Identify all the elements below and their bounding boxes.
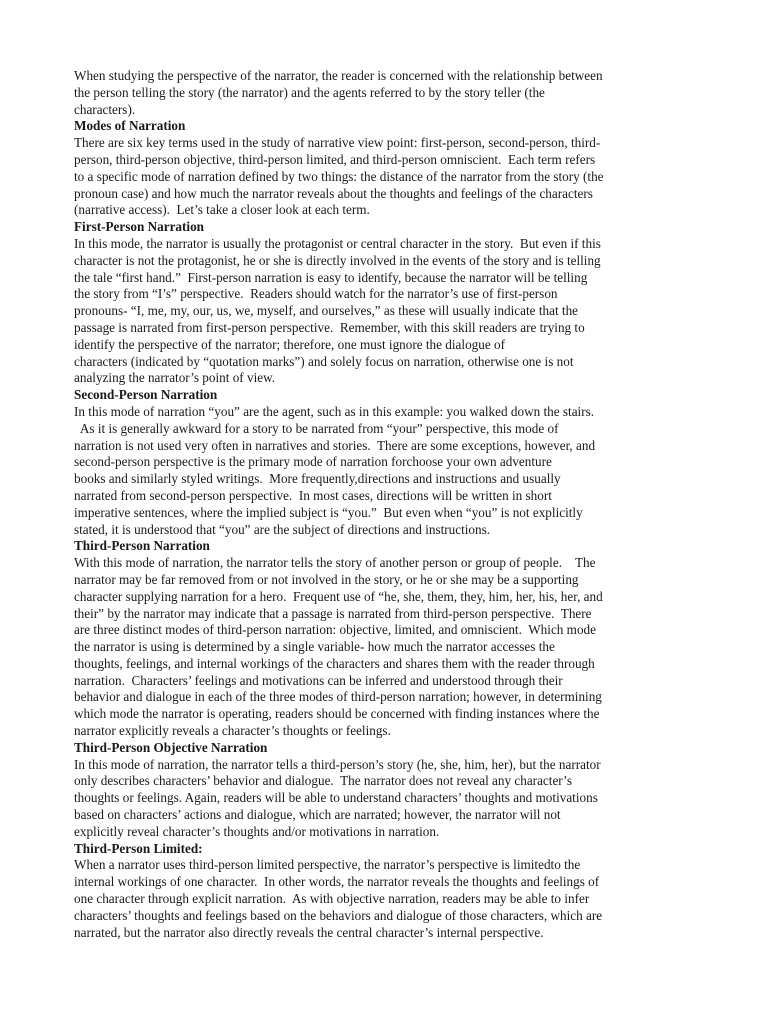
text-line: When studying the perspective of the narrator, the reader is concerned with the relationship between	[74, 68, 603, 83]
text-line: characters (indicated by “quotation marks”) and solely focus on narration, otherwise one is not	[74, 353, 574, 369]
text-line: As it is generally awkward for a story to be narrated from “your” perspective, this mode of	[74, 420, 559, 436]
text-line: narrator explicitly reveals a character’s thoughts or feelings.	[74, 723, 391, 739]
section-heading: Modes of Narration	[74, 118, 186, 134]
section-third-person-objective	[74, 740, 700, 841]
text-line: thoughts or feelings. Again, readers will be able to understand characters’ thoughts and motivations	[74, 790, 598, 806]
text-line: are three distinct modes of third-person narration: objective, limited, and omniscient. Which mode	[74, 622, 596, 638]
text-line: stated, it is understood that “you” are the subject of directions and instructions.	[74, 521, 491, 537]
section-heading: First-Person Narration	[74, 219, 205, 235]
text-line: analyzing the narrator’s point of view.	[74, 370, 276, 386]
section-third-person	[74, 538, 700, 740]
text-line: pronouns- “I, me, my, our, us, we, myself, and ourselves,” as these will usually indicate that the	[74, 303, 579, 319]
document-page	[74, 68, 700, 941]
text-line: the story from “I’s” perspective. Readers should watch for the narrator’s use of first-person	[74, 286, 558, 302]
text-line: character is not the protagonist, he or she is directly involved in the events of the story and is telling	[74, 252, 601, 268]
section-heading: Second-Person Narration	[74, 387, 218, 403]
text-line: their” by the narrator may indicate that a passage is narrated from third-person perspective. There	[74, 605, 592, 621]
text-line: thoughts, feelings, and internal workings of the characters and shares them with the reader through	[74, 655, 595, 671]
section-heading: Third-Person Objective Narration	[74, 739, 268, 755]
text-line: (narrative access). Let’s take a closer look at each term.	[74, 202, 370, 218]
section-modes-of-narration	[74, 118, 700, 219]
text-line: explicitly reveal character’s thoughts and/or motivations in narration.	[74, 823, 440, 839]
text-line: narrator may be far removed from or not involved in the story, or he or she may be a supporting	[74, 571, 579, 587]
text-line: one character through explicit narration. As with objective narration, readers may be able to infer	[74, 891, 590, 907]
text-line: the tale “first hand.” First-person narration is easy to identify, because the narrator will be telling	[74, 269, 588, 285]
section-third-person-limited	[74, 841, 700, 942]
text-line: characters).	[74, 101, 136, 117]
text-line: With this mode of narration, the narrator tells the story of another person or group of people. The	[74, 555, 596, 571]
text-line: person, third-person objective, third-person limited, and third-person omniscient. Each term refers	[74, 151, 596, 167]
text-line: narration is not used very often in narratives and stories. There are some exceptions, however, and	[74, 437, 596, 453]
text-line: internal workings of one character. In other words, the narrator reveals the thoughts and feelings of	[74, 874, 600, 890]
text-line: behavior and dialogue in each of the three modes of third-person narration; however, in determining	[74, 689, 602, 705]
text-line: the person telling the story (the narrator) and the agents referred to by the story teller (the	[74, 84, 545, 100]
text-line: In this mode, the narrator is usually the protagonist or central character in the story. But even if this	[74, 235, 601, 251]
section-second-person	[74, 387, 700, 538]
text-line: books and similarly styled writings. More frequently,directions and instructions and usually	[74, 471, 561, 487]
text-line: second-person perspective is the primary mode of narration forchoose your own adventure	[74, 454, 552, 470]
intro-paragraph	[74, 68, 700, 118]
text-line: When a narrator uses third-person limited perspective, the narrator’s perspective is limitedto the	[74, 857, 581, 873]
section-heading: Third-Person Limited:	[74, 840, 203, 856]
text-line: character supplying narration for a hero. Frequent use of “he, she, them, they, him, her, his, her, and	[74, 588, 603, 604]
section-heading: Third-Person Narration	[74, 538, 210, 554]
text-line: to a specific mode of narration defined by two things: the distance of the narrator from the story (the	[74, 168, 604, 184]
text-line: imperative sentences, where the implied subject is “you.” But even when “you” is not explicitly	[74, 504, 583, 520]
text-line: the narrator is using is determined by a single variable- how much the narrator accesses the	[74, 639, 555, 655]
text-line: characters’ thoughts and feelings based on the behaviors and dialogue of those characters, which are	[74, 907, 603, 923]
text-line: only describes characters’ behavior and dialogue. The narrator does not reveal any character’s	[74, 773, 572, 789]
text-line: narrated from second-person perspective. In most cases, directions will be written in short	[74, 487, 552, 503]
text-line: narration. Characters’ feelings and motivations can be inferred and understood through their	[74, 672, 563, 688]
text-line: There are six key terms used in the study of narrative view point: first-person, second-person, third-	[74, 135, 601, 151]
text-line: based on characters’ actions and dialogue, which are narrated; however, the narrator will not	[74, 807, 561, 823]
text-line: which mode the narrator is operating, readers should be concerned with finding instances where the	[74, 706, 600, 722]
text-line: narrated, but the narrator also directly reveals the central character’s internal perspective.	[74, 924, 544, 940]
text-line: In this mode of narration, the narrator tells a third-person’s story (he, she, him, her), but the narrator	[74, 756, 601, 772]
section-first-person	[74, 219, 700, 387]
text-line: passage is narrated from first-person perspective. Remember, with this skill readers are trying to	[74, 319, 585, 335]
text-line: In this mode of narration “you” are the agent, such as in this example: you walked down the stairs.	[74, 403, 595, 419]
text-line: identify the perspective of the narrator; therefore, one must ignore the dialogue of	[74, 336, 505, 352]
text-line: pronoun case) and how much the narrator reveals about the thoughts and feelings of the characters	[74, 185, 593, 201]
